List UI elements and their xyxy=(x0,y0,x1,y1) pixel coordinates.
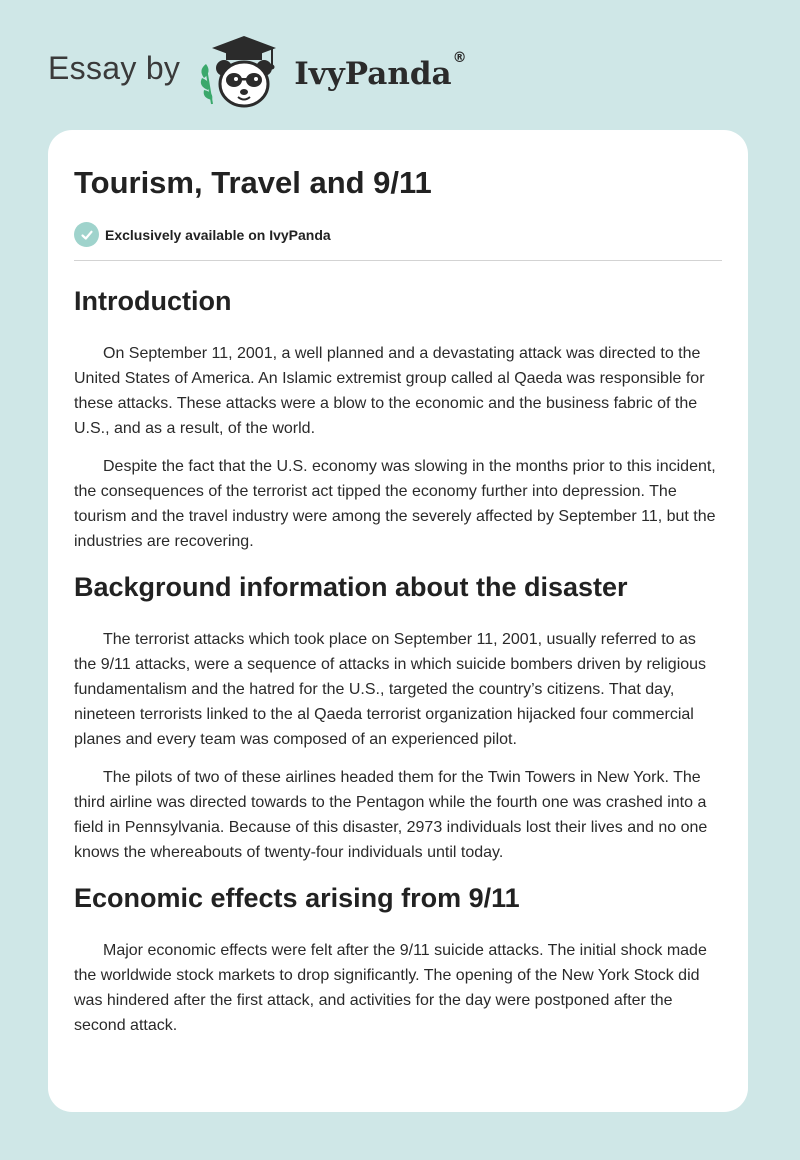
essay-title: Tourism, Travel and 9/11 xyxy=(74,165,432,200)
essay-card xyxy=(48,130,748,1112)
check-icon xyxy=(74,222,99,247)
brand-name[interactable] xyxy=(294,50,467,92)
section-heading: Introduction xyxy=(74,286,232,316)
section-heading: Economic effects arising from 9/11 xyxy=(74,883,520,913)
section-heading: Background information about the disaster xyxy=(74,572,628,602)
brand-name-text: IvyPanda xyxy=(294,56,452,92)
exclusive-badge xyxy=(74,222,722,247)
paragraph: On September 11, 2001, a well planned and a devastating attack was directed to the United States of America. An Islamic extremist group called al Qaeda was responsible for these attacks. These attacks were a blow to the economic and the business fabric of the U.S., and as a result, of the world. xyxy=(74,345,705,437)
section-economic-effects xyxy=(74,880,722,1038)
paragraph: Major economic effects were felt after the 9/11 suicide attacks. The initial shock made the worldwide stock markets to drop significantly. The opening of the New York Stock did was hindered after the first attack, and activities for the day were postponed after the second attack. xyxy=(74,942,707,1034)
registered-mark: ® xyxy=(452,50,467,66)
badge-text: Exclusively available on IvyPanda xyxy=(105,226,331,243)
paragraph: The pilots of two of these airlines headed them for the Twin Towers in New York. The third airline was directed towards to the Pentagon while the fourth one was crashed into a field in Pennsylvania. Because of this disaster, 2973 individuals lost their lives and no one knows the whereabouts of twenty-four individuals until today. xyxy=(74,769,708,861)
brand-header xyxy=(48,34,467,110)
paragraph: The terrorist attacks which took place on September 11, 2001, usually referred to as the 9/11 attacks, were a sequence of attacks in which suicide bombers driven by religious fundamentalism and the hatred for the U.S., targeted the country’s citizens. That day, nineteen terrorists linked to the al Qaeda terrorist organization hijacked four commercial planes and every team was composed of an experienced pilot. xyxy=(74,631,707,748)
brand-prefix: Essay by xyxy=(48,49,181,86)
title-divider xyxy=(74,260,722,261)
panda-logo-icon[interactable] xyxy=(194,34,286,110)
section-introduction xyxy=(74,283,722,554)
section-background xyxy=(74,569,722,865)
paragraph: Despite the fact that the U.S. economy was slowing in the months prior to this incident, the consequences of the terrorist act tipped the economy further into depression. The tourism and the travel industry were among the severely affected by September 11, but the industries are recovering. xyxy=(74,458,716,550)
